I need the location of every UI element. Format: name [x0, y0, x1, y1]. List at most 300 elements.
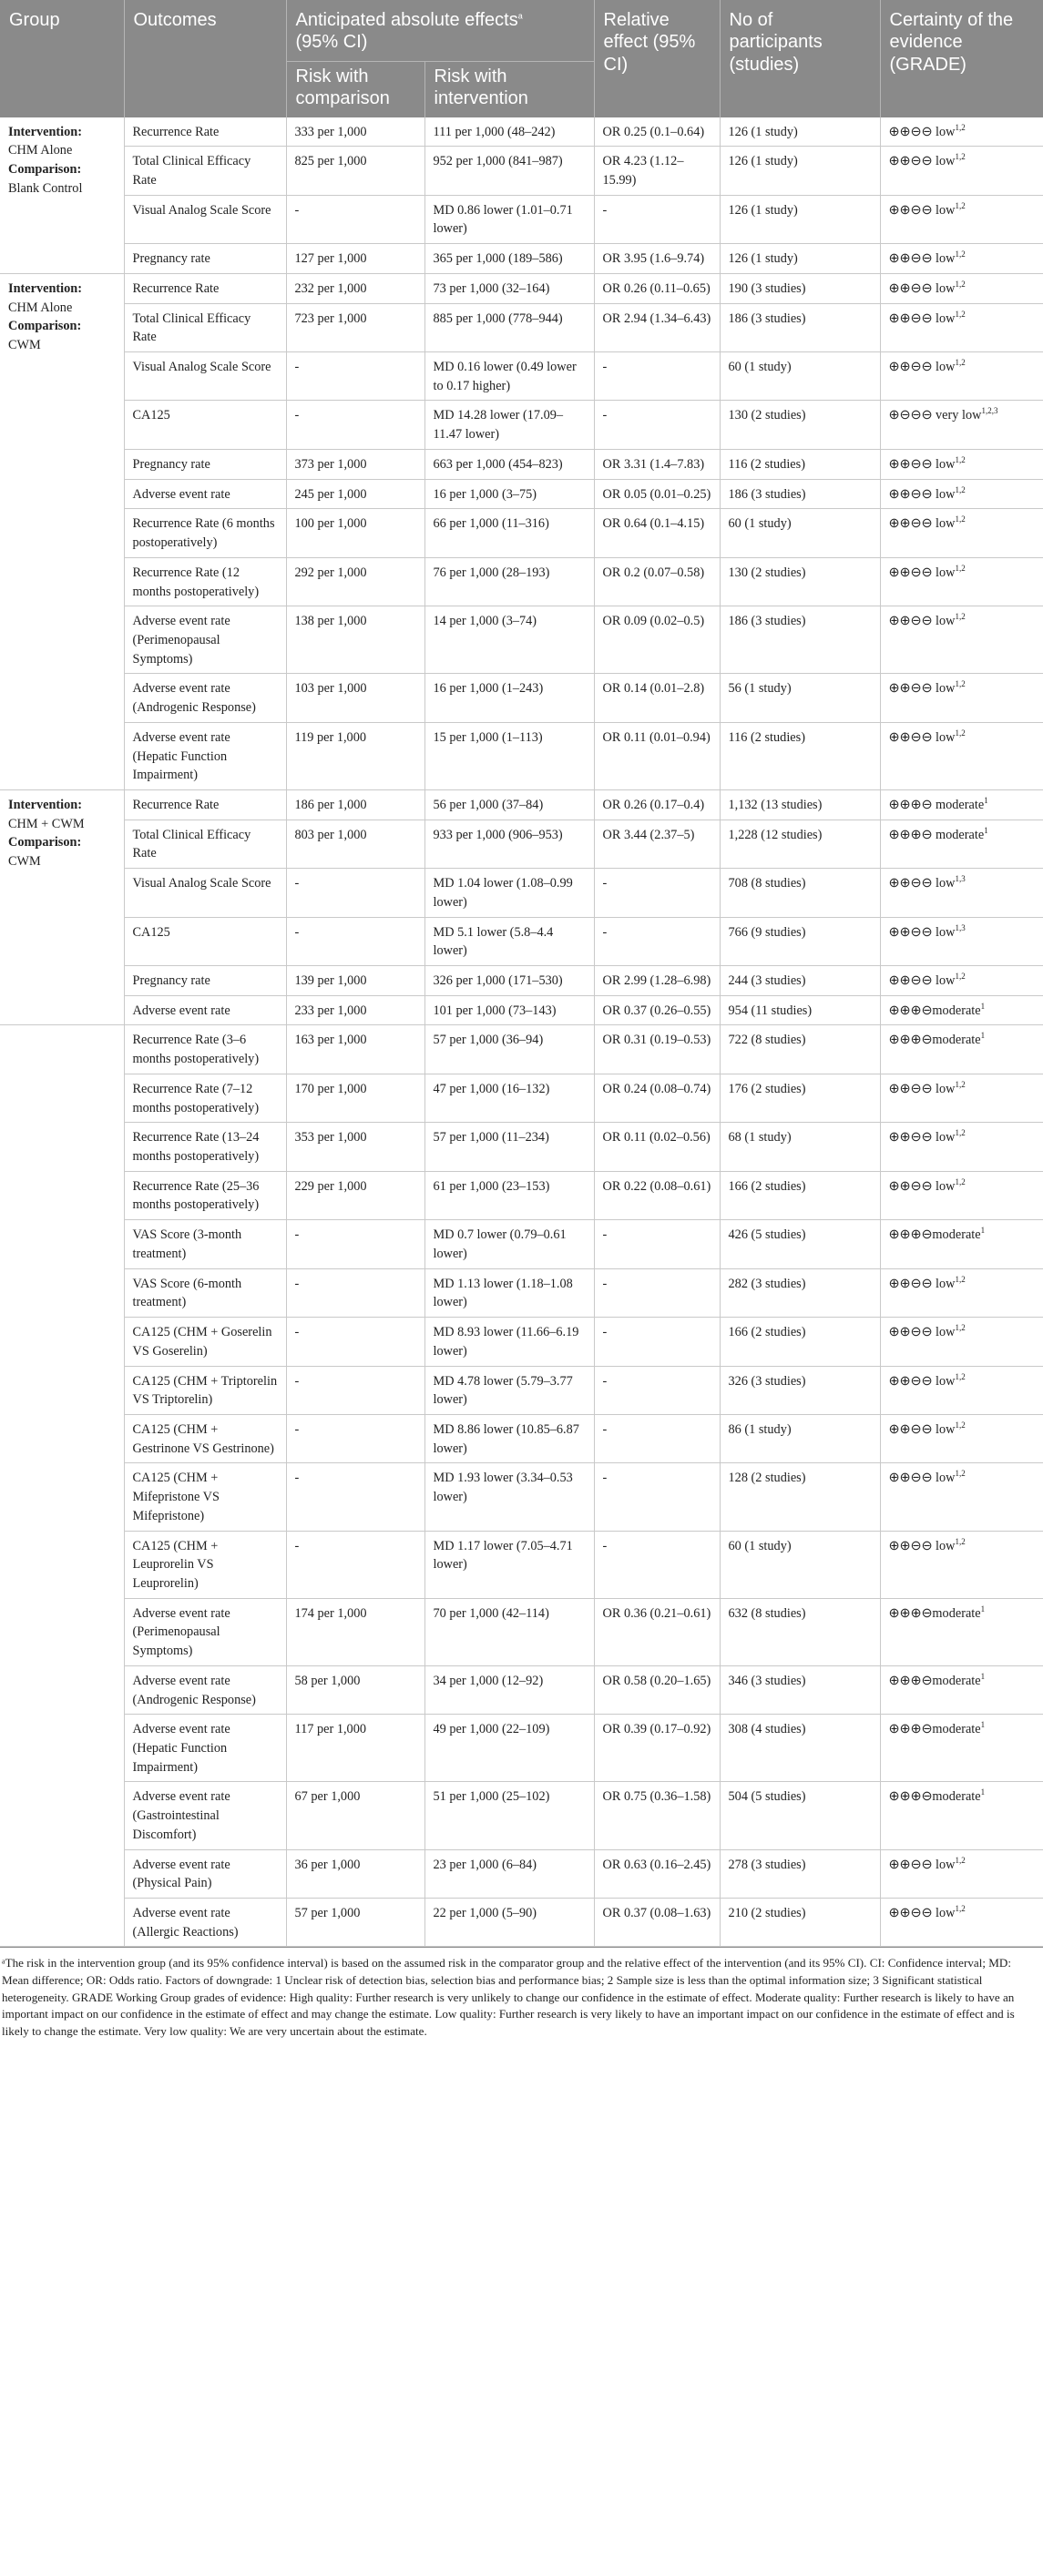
certainty-rating: ⊕⊕⊖⊖ low — [888, 1276, 956, 1291]
outcome-cell: VAS Score (6-month treatment) — [124, 1268, 286, 1317]
risk-intervention-cell: MD 8.86 lower (10.85–6.87 lower) — [424, 1414, 594, 1462]
certainty-cell — [880, 1074, 1043, 1122]
relative-effect-cell: OR 0.75 (0.36–1.58) — [594, 1782, 720, 1849]
outcome-cell: Adverse event rate (Physical Pain) — [124, 1849, 286, 1898]
outcome-cell: Recurrence Rate (13–24 months postoperatively) — [124, 1123, 286, 1171]
certainty-cell — [880, 509, 1043, 557]
relative-effect-cell: - — [594, 352, 720, 401]
outcome-cell: Visual Analog Scale Score — [124, 352, 286, 401]
relative-effect-cell: - — [594, 1268, 720, 1317]
risk-intervention-cell: MD 1.17 lower (7.05–4.71 lower) — [424, 1531, 594, 1598]
risk-comparison-cell: - — [286, 1414, 424, 1462]
certainty-rating: ⊕⊕⊕⊖moderate — [888, 1033, 981, 1048]
certainty-cell — [880, 1366, 1043, 1414]
risk-comparison-cell: 57 per 1,000 — [286, 1899, 424, 1947]
header-risk-intervention: Risk with intervention — [424, 61, 594, 117]
downgrade-factors: 1,2 — [955, 249, 966, 260]
participants-cell: 56 (1 study) — [720, 674, 880, 722]
intervention-value: CHM + CWM — [8, 816, 85, 831]
participants-cell: 210 (2 studies) — [720, 1899, 880, 1947]
intervention-label: Intervention: — [8, 797, 83, 812]
outcome-cell: Recurrence Rate (25–36 months postoperatively) — [124, 1171, 286, 1219]
risk-intervention-cell: 51 per 1,000 (25–102) — [424, 1782, 594, 1849]
table-row — [0, 273, 1043, 303]
header-group: Group — [0, 0, 124, 117]
downgrade-factors: 1,2 — [955, 1904, 966, 1914]
outcome-cell: CA125 — [124, 917, 286, 965]
outcome-cell: Total Clinical Efficacy Rate — [124, 303, 286, 351]
certainty-cell — [880, 1025, 1043, 1074]
downgrade-factors: 1,2 — [955, 309, 966, 319]
certainty-cell — [880, 1463, 1043, 1531]
comparison-label: Comparison: — [8, 162, 82, 177]
table-row — [0, 1665, 1043, 1714]
participants-cell: 186 (3 studies) — [720, 303, 880, 351]
participants-cell: 126 (1 study) — [720, 195, 880, 243]
risk-comparison-cell: 232 per 1,000 — [286, 273, 424, 303]
certainty-rating: ⊕⊕⊖⊖ low — [888, 876, 956, 891]
risk-comparison-cell: 163 per 1,000 — [286, 1025, 424, 1074]
certainty-rating: ⊕⊕⊖⊖ low — [888, 360, 956, 375]
downgrade-factors: 1,2 — [955, 455, 966, 465]
certainty-cell — [880, 557, 1043, 606]
table-row — [0, 869, 1043, 917]
risk-comparison-cell: 100 per 1,000 — [286, 509, 424, 557]
participants-cell: 126 (1 study) — [720, 117, 880, 147]
participants-cell: 708 (8 studies) — [720, 869, 880, 917]
certainty-cell — [880, 995, 1043, 1025]
table-row — [0, 244, 1043, 274]
certainty-cell — [880, 147, 1043, 195]
risk-comparison-cell: 723 per 1,000 — [286, 303, 424, 351]
risk-comparison-cell: 174 per 1,000 — [286, 1598, 424, 1665]
outcome-cell: Recurrence Rate — [124, 117, 286, 147]
certainty-cell — [880, 449, 1043, 479]
risk-intervention-cell: MD 4.78 lower (5.79–3.77 lower) — [424, 1366, 594, 1414]
certainty-rating: ⊕⊕⊖⊖ low — [888, 456, 956, 472]
certainty-cell — [880, 1318, 1043, 1366]
certainty-rating: ⊕⊕⊖⊖ low — [888, 486, 956, 502]
certainty-cell — [880, 195, 1043, 243]
participants-cell: 130 (2 studies) — [720, 557, 880, 606]
table-row — [0, 789, 1043, 820]
certainty-cell — [880, 917, 1043, 965]
relative-effect-cell: OR 3.95 (1.6–9.74) — [594, 244, 720, 274]
risk-comparison-cell: - — [286, 1318, 424, 1366]
certainty-rating: ⊕⊕⊖⊖ low — [888, 614, 956, 629]
certainty-cell — [880, 117, 1043, 147]
header-risk-comparison: Risk with comparison — [286, 61, 424, 117]
table-row — [0, 1318, 1043, 1366]
risk-comparison-cell: - — [286, 917, 424, 965]
certainty-cell — [880, 606, 1043, 674]
certainty-rating: ⊕⊕⊕⊖moderate — [888, 1722, 981, 1737]
certainty-rating: ⊕⊕⊖⊖ low — [888, 1178, 956, 1194]
certainty-cell — [880, 966, 1043, 996]
certainty-rating: ⊕⊕⊖⊖ low — [888, 1538, 956, 1553]
risk-intervention-cell: 952 per 1,000 (841–987) — [424, 147, 594, 195]
downgrade-factors: 1,2 — [955, 1855, 966, 1865]
participants-cell: 954 (11 studies) — [720, 995, 880, 1025]
participants-cell: 60 (1 study) — [720, 352, 880, 401]
downgrade-factors: 1,3 — [955, 922, 966, 932]
risk-comparison-cell: - — [286, 1220, 424, 1268]
certainty-cell — [880, 674, 1043, 722]
outcome-cell: CA125 (CHM + Mifepristone VS Mifepristone) — [124, 1463, 286, 1531]
participants-cell: 190 (3 studies) — [720, 273, 880, 303]
certainty-rating: ⊕⊕⊕⊖moderate — [888, 1227, 981, 1243]
risk-intervention-cell: 66 per 1,000 (11–316) — [424, 509, 594, 557]
intervention-value: CHM Alone — [8, 143, 73, 158]
risk-intervention-cell: 885 per 1,000 (778–944) — [424, 303, 594, 351]
participants-cell: 116 (2 studies) — [720, 722, 880, 789]
table-row — [0, 1782, 1043, 1849]
risk-comparison-cell: 36 per 1,000 — [286, 1849, 424, 1898]
outcome-cell: CA125 (CHM + Triptorelin VS Triptorelin) — [124, 1366, 286, 1414]
relative-effect-cell: OR 2.99 (1.28–6.98) — [594, 966, 720, 996]
table-row — [0, 820, 1043, 868]
downgrade-factors: 1 — [980, 1001, 986, 1011]
table-row — [0, 352, 1043, 401]
certainty-rating: ⊕⊕⊖⊖ low — [888, 154, 956, 169]
header-anticipated-label: Anticipated absolute effects — [295, 10, 518, 30]
participants-cell: 68 (1 study) — [720, 1123, 880, 1171]
risk-comparison-cell: 233 per 1,000 — [286, 995, 424, 1025]
certainty-cell — [880, 303, 1043, 351]
table-row — [0, 1414, 1043, 1462]
table-row — [0, 1531, 1043, 1598]
outcome-cell: VAS Score (3-month treatment) — [124, 1220, 286, 1268]
downgrade-factors: 1,2 — [955, 280, 966, 290]
downgrade-factors: 1,2 — [955, 200, 966, 210]
participants-cell: 346 (3 studies) — [720, 1665, 880, 1714]
intervention-value: CHM Alone — [8, 300, 73, 315]
certainty-rating: ⊕⊕⊖⊖ low — [888, 973, 956, 988]
certainty-rating: ⊕⊕⊖⊖ low — [888, 729, 956, 745]
relative-effect-cell: OR 0.37 (0.26–0.55) — [594, 995, 720, 1025]
certainty-rating: ⊕⊕⊖⊖ low — [888, 1906, 956, 1921]
certainty-rating: ⊕⊕⊖⊖ low — [888, 280, 956, 296]
comparison-value: CWM — [8, 854, 41, 870]
relative-effect-cell: - — [594, 917, 720, 965]
outcome-cell: Adverse event rate (Gastrointestinal Discomfort) — [124, 1782, 286, 1849]
header-anticipated-ci: (95% CI) — [295, 32, 368, 53]
risk-intervention-cell: 57 per 1,000 (36–94) — [424, 1025, 594, 1074]
certainty-cell — [880, 1782, 1043, 1849]
certainty-rating: ⊕⊕⊖⊖ low — [888, 1325, 956, 1340]
risk-comparison-cell: 103 per 1,000 — [286, 674, 424, 722]
table-row — [0, 509, 1043, 557]
table-row — [0, 117, 1043, 147]
table-row — [0, 995, 1043, 1025]
outcome-cell: Recurrence Rate (7–12 months postoperatively) — [124, 1074, 286, 1122]
relative-effect-cell: OR 0.39 (0.17–0.92) — [594, 1715, 720, 1782]
risk-intervention-cell: 14 per 1,000 (3–74) — [424, 606, 594, 674]
participants-cell: 128 (2 studies) — [720, 1463, 880, 1531]
certainty-rating: ⊕⊖⊖⊖ very low — [888, 408, 982, 423]
table-row — [0, 1171, 1043, 1219]
downgrade-factors: 1,2 — [955, 1371, 966, 1381]
participants-cell: 186 (3 studies) — [720, 606, 880, 674]
risk-comparison-cell: - — [286, 352, 424, 401]
certainty-cell — [880, 1268, 1043, 1317]
table-row — [0, 1268, 1043, 1317]
downgrade-factors: 1,2 — [955, 1176, 966, 1186]
certainty-cell — [880, 1598, 1043, 1665]
table-row — [0, 557, 1043, 606]
header-outcomes: Outcomes — [124, 0, 286, 117]
certainty-cell — [880, 1849, 1043, 1898]
relative-effect-cell: OR 3.31 (1.4–7.83) — [594, 449, 720, 479]
relative-effect-cell: OR 0.05 (0.01–0.25) — [594, 479, 720, 509]
header-anticipated-mark: a — [517, 11, 523, 21]
table-row — [0, 401, 1043, 449]
risk-comparison-cell: - — [286, 1268, 424, 1317]
certainty-rating: ⊕⊕⊖⊖ low — [888, 202, 956, 218]
table-row — [0, 1074, 1043, 1122]
table-row — [0, 1598, 1043, 1665]
table-footnote: ᵃThe risk in the intervention group (and its 95% confidence interval) is based on the assumed risk in the comparator group and the relative effect of the intervention (and its 95% CI). CI: Confidence interval; MD: Mean difference; OR: Odds ratio. Factors of downgrade: 1 Unclear risk of detection bias, selection bias and performance bias; 2 Sample size is less than the optimal information size; 3 Significant statistical heterogeneity. GRADE Working Group grades of evidence: High quality: Further research is very unlikely to change our confidence in the estimate of effect. Moderate quality: Further research is likely to have an important impact on our confidence in the estimate of effect and may change the estimate. Low quality: Further research is very likely to have an important impact on our confidence in the estimate of effect and is likely to change the estimate. Very low quality: We are very uncertain about the estimate. — [0, 1947, 1043, 2040]
participants-cell: 278 (3 studies) — [720, 1849, 880, 1898]
relative-effect-cell: - — [594, 1531, 720, 1598]
downgrade-factors: 1,2 — [955, 972, 966, 982]
header-relative: Relative effect (95% CI) — [594, 0, 720, 117]
intervention-label: Intervention: — [8, 124, 83, 139]
table-body — [0, 117, 1043, 1947]
table-row — [0, 449, 1043, 479]
relative-effect-cell: - — [594, 1414, 720, 1462]
participants-cell: 116 (2 studies) — [720, 449, 880, 479]
certainty-rating: ⊕⊕⊖⊖ low — [888, 924, 956, 940]
certainty-rating: ⊕⊕⊕⊖moderate — [888, 1789, 981, 1805]
certainty-rating: ⊕⊕⊖⊖ low — [888, 565, 956, 580]
participants-cell: 766 (9 studies) — [720, 917, 880, 965]
downgrade-factors: 1,2 — [955, 679, 966, 689]
risk-intervention-cell: MD 1.04 lower (1.08–0.99 lower) — [424, 869, 594, 917]
participants-cell: 244 (3 studies) — [720, 966, 880, 996]
comparison-label: Comparison: — [8, 319, 82, 334]
certainty-cell — [880, 789, 1043, 820]
certainty-rating: ⊕⊕⊖⊖ low — [888, 1081, 956, 1096]
outcome-cell: Recurrence Rate (6 months postoperatively) — [124, 509, 286, 557]
risk-intervention-cell: MD 8.93 lower (11.66–6.19 lower) — [424, 1318, 594, 1366]
table-row — [0, 1715, 1043, 1782]
table-row — [0, 1463, 1043, 1531]
downgrade-factors: 1 — [980, 1787, 986, 1797]
outcome-cell: Total Clinical Efficacy Rate — [124, 147, 286, 195]
risk-comparison-cell: 58 per 1,000 — [286, 1665, 424, 1714]
risk-comparison-cell: 803 per 1,000 — [286, 820, 424, 868]
downgrade-factors: 1,2 — [955, 1080, 966, 1090]
certainty-cell — [880, 1899, 1043, 1947]
risk-intervention-cell: 61 per 1,000 (23–153) — [424, 1171, 594, 1219]
participants-cell: 1,132 (13 studies) — [720, 789, 880, 820]
relative-effect-cell: OR 0.09 (0.02–0.5) — [594, 606, 720, 674]
certainty-rating: ⊕⊕⊖⊖ low — [888, 124, 956, 139]
group-cell — [0, 117, 124, 274]
outcome-cell: Pregnancy rate — [124, 244, 286, 274]
risk-intervention-cell: MD 0.86 lower (1.01–0.71 lower) — [424, 195, 594, 243]
participants-cell: 60 (1 study) — [720, 509, 880, 557]
risk-intervention-cell: 111 per 1,000 (48–242) — [424, 117, 594, 147]
relative-effect-cell: OR 0.26 (0.17–0.4) — [594, 789, 720, 820]
certainty-rating: ⊕⊕⊖⊖ low — [888, 1421, 956, 1437]
relative-effect-cell: - — [594, 1366, 720, 1414]
participants-cell: 166 (2 studies) — [720, 1171, 880, 1219]
downgrade-factors: 1,2 — [955, 1469, 966, 1479]
group-cell — [0, 273, 124, 789]
certainty-cell — [880, 1715, 1043, 1782]
relative-effect-cell: OR 0.11 (0.01–0.94) — [594, 722, 720, 789]
downgrade-factors: 1,2 — [955, 728, 966, 738]
table-row — [0, 1123, 1043, 1171]
outcome-cell: Adverse event rate (Hepatic Function Impairment) — [124, 1715, 286, 1782]
comparison-value: Blank Control — [8, 180, 83, 196]
certainty-rating: ⊕⊕⊕⊖ moderate — [888, 827, 985, 842]
outcome-cell: Adverse event rate — [124, 479, 286, 509]
table-row — [0, 1220, 1043, 1268]
intervention-label: Intervention: — [8, 280, 83, 296]
risk-intervention-cell: 73 per 1,000 (32–164) — [424, 273, 594, 303]
certainty-rating: ⊕⊕⊖⊖ low — [888, 311, 956, 326]
relative-effect-cell: OR 0.37 (0.08–1.63) — [594, 1899, 720, 1947]
outcome-cell: CA125 — [124, 401, 286, 449]
risk-intervention-cell: MD 14.28 lower (17.09–11.47 lower) — [424, 401, 594, 449]
risk-intervention-cell: 49 per 1,000 (22–109) — [424, 1715, 594, 1782]
risk-comparison-cell: - — [286, 1366, 424, 1414]
risk-intervention-cell: 70 per 1,000 (42–114) — [424, 1598, 594, 1665]
risk-comparison-cell: 119 per 1,000 — [286, 722, 424, 789]
table-row — [0, 1366, 1043, 1414]
risk-intervention-cell: 23 per 1,000 (6–84) — [424, 1849, 594, 1898]
downgrade-factors: 1,2 — [955, 612, 966, 622]
downgrade-factors: 1,2 — [955, 1128, 966, 1138]
downgrade-factors: 1,2,3 — [981, 406, 998, 416]
comparison-value: CWM — [8, 338, 41, 353]
header-participants: No of participants (studies) — [720, 0, 880, 117]
relative-effect-cell: OR 0.25 (0.1–0.64) — [594, 117, 720, 147]
certainty-rating: ⊕⊕⊖⊖ low — [888, 251, 956, 267]
outcome-cell: Pregnancy rate — [124, 966, 286, 996]
risk-intervention-cell: MD 1.13 lower (1.18–1.08 lower) — [424, 1268, 594, 1317]
outcome-cell: Recurrence Rate — [124, 789, 286, 820]
risk-intervention-cell: 47 per 1,000 (16–132) — [424, 1074, 594, 1122]
table-row — [0, 147, 1043, 195]
downgrade-factors: 1 — [984, 796, 988, 806]
risk-intervention-cell: MD 5.1 lower (5.8–4.4 lower) — [424, 917, 594, 965]
downgrade-factors: 1,2 — [955, 1536, 966, 1546]
relative-effect-cell: OR 0.36 (0.21–0.61) — [594, 1598, 720, 1665]
relative-effect-cell: - — [594, 1318, 720, 1366]
risk-comparison-cell: 67 per 1,000 — [286, 1782, 424, 1849]
participants-cell: 1,228 (12 studies) — [720, 820, 880, 868]
table-row — [0, 674, 1043, 722]
outcome-cell: Recurrence Rate (12 months postoperatively) — [124, 557, 286, 606]
outcome-cell: Adverse event rate (Allergic Reactions) — [124, 1899, 286, 1947]
certainty-rating: ⊕⊕⊕⊖ moderate — [888, 797, 985, 812]
group-cell — [0, 789, 124, 1024]
risk-intervention-cell: 34 per 1,000 (12–92) — [424, 1665, 594, 1714]
certainty-cell — [880, 820, 1043, 868]
outcome-cell: CA125 (CHM + Leuprorelin VS Leuprorelin) — [124, 1531, 286, 1598]
participants-cell: 722 (8 studies) — [720, 1025, 880, 1074]
certainty-rating: ⊕⊕⊖⊖ low — [888, 1471, 956, 1486]
relative-effect-cell: - — [594, 869, 720, 917]
certainty-rating: ⊕⊕⊕⊖moderate — [888, 1673, 981, 1688]
certainty-cell — [880, 1123, 1043, 1171]
certainty-cell — [880, 1171, 1043, 1219]
risk-intervention-cell: 663 per 1,000 (454–823) — [424, 449, 594, 479]
relative-effect-cell: - — [594, 401, 720, 449]
table-row — [0, 1849, 1043, 1898]
relative-effect-cell: OR 0.26 (0.11–0.65) — [594, 273, 720, 303]
outcome-cell: Visual Analog Scale Score — [124, 195, 286, 243]
outcome-cell: Adverse event rate (Perimenopausal Symptoms) — [124, 606, 286, 674]
downgrade-factors: 1,3 — [955, 874, 966, 884]
header-certainty: Certainty of the evidence (GRADE) — [880, 0, 1043, 117]
table-row — [0, 1899, 1043, 1947]
downgrade-factors: 1 — [980, 1604, 986, 1614]
certainty-cell — [880, 1414, 1043, 1462]
relative-effect-cell: OR 3.44 (2.37–5) — [594, 820, 720, 868]
risk-comparison-cell: 138 per 1,000 — [286, 606, 424, 674]
relative-effect-cell: OR 0.24 (0.08–0.74) — [594, 1074, 720, 1122]
downgrade-factors: 1 — [980, 1226, 986, 1236]
participants-cell: 126 (1 study) — [720, 147, 880, 195]
table-row — [0, 479, 1043, 509]
certainty-rating: ⊕⊕⊖⊖ low — [888, 1130, 956, 1145]
certainty-cell — [880, 1531, 1043, 1598]
outcome-cell: Pregnancy rate — [124, 449, 286, 479]
participants-cell: 166 (2 studies) — [720, 1318, 880, 1366]
downgrade-factors: 1,2 — [955, 358, 966, 368]
certainty-cell — [880, 1665, 1043, 1714]
risk-intervention-cell: 326 per 1,000 (171–530) — [424, 966, 594, 996]
certainty-cell — [880, 1220, 1043, 1268]
outcome-cell: Recurrence Rate (3–6 months postoperatively) — [124, 1025, 286, 1074]
participants-cell: 426 (5 studies) — [720, 1220, 880, 1268]
relative-effect-cell: - — [594, 1220, 720, 1268]
relative-effect-cell: - — [594, 195, 720, 243]
risk-comparison-cell: 127 per 1,000 — [286, 244, 424, 274]
certainty-rating: ⊕⊕⊖⊖ low — [888, 681, 956, 697]
relative-effect-cell: OR 0.14 (0.01–2.8) — [594, 674, 720, 722]
risk-intervention-cell: 22 per 1,000 (5–90) — [424, 1899, 594, 1947]
risk-comparison-cell: 186 per 1,000 — [286, 789, 424, 820]
downgrade-factors: 1,2 — [955, 564, 966, 574]
risk-comparison-cell: 139 per 1,000 — [286, 966, 424, 996]
relative-effect-cell: OR 0.2 (0.07–0.58) — [594, 557, 720, 606]
relative-effect-cell: OR 4.23 (1.12–15.99) — [594, 147, 720, 195]
participants-cell: 282 (3 studies) — [720, 1268, 880, 1317]
certainty-rating: ⊕⊕⊖⊖ low — [888, 1373, 956, 1389]
risk-intervention-cell: 101 per 1,000 (73–143) — [424, 995, 594, 1025]
participants-cell: 176 (2 studies) — [720, 1074, 880, 1122]
downgrade-factors: 1,2 — [955, 1274, 966, 1284]
outcome-cell: Total Clinical Efficacy Rate — [124, 820, 286, 868]
downgrade-factors: 1,2 — [955, 514, 966, 524]
risk-comparison-cell: 292 per 1,000 — [286, 557, 424, 606]
relative-effect-cell: - — [594, 1463, 720, 1531]
risk-comparison-cell: 373 per 1,000 — [286, 449, 424, 479]
risk-comparison-cell: 245 per 1,000 — [286, 479, 424, 509]
header-anticipated — [286, 0, 594, 61]
table-row — [0, 722, 1043, 789]
outcome-cell: Visual Analog Scale Score — [124, 869, 286, 917]
risk-comparison-cell: - — [286, 869, 424, 917]
participants-cell: 632 (8 studies) — [720, 1598, 880, 1665]
risk-comparison-cell: - — [286, 1463, 424, 1531]
